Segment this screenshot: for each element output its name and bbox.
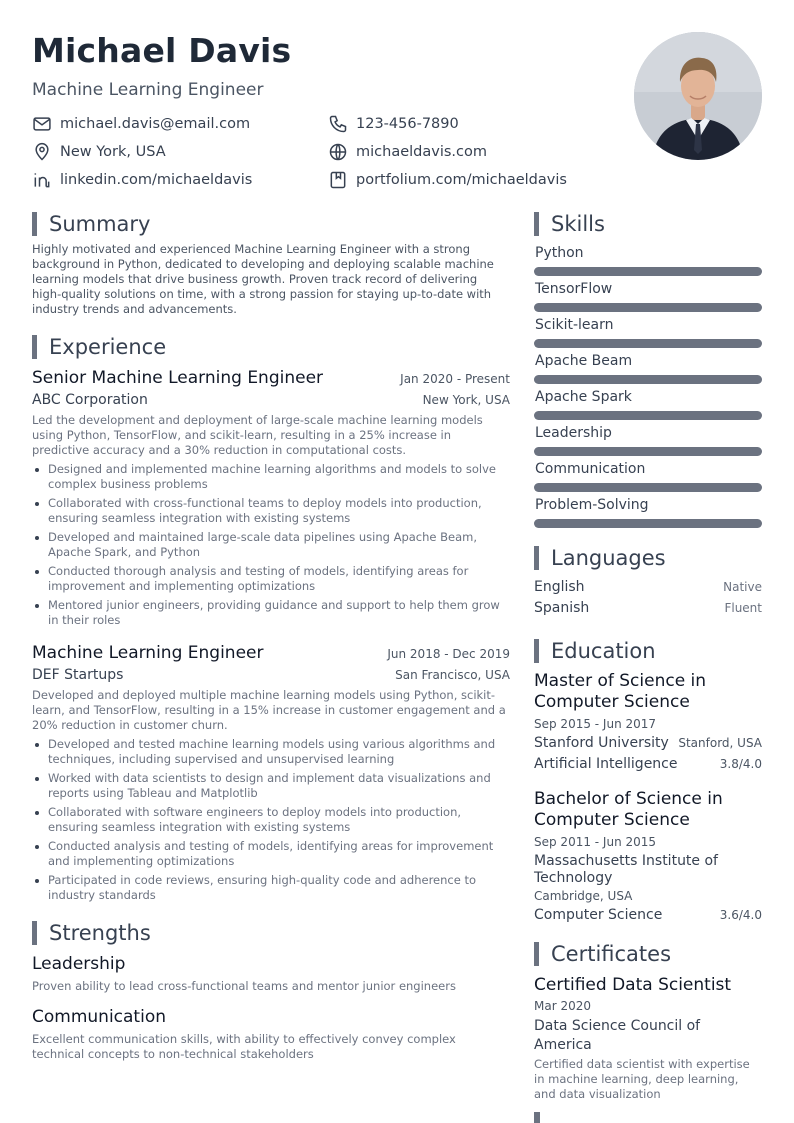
job-title: Machine Learning Engineer xyxy=(32,643,264,663)
experience-heading xyxy=(32,335,510,359)
skill-item xyxy=(534,424,762,456)
strength-item xyxy=(32,953,510,994)
section-marker xyxy=(534,942,539,966)
bookmark-icon xyxy=(328,170,348,190)
certificate-description: Certified data scientist with expertise in machine learning, deep learning, and data visualization xyxy=(534,1057,750,1101)
skill-name: Communication xyxy=(535,461,646,477)
job-location: New York, USA xyxy=(422,393,510,407)
job-date: Jan 2020 - Present xyxy=(400,372,510,386)
skill-name: Python xyxy=(535,245,584,261)
location-pin-icon xyxy=(32,142,52,162)
certificates-title: Certificates xyxy=(551,942,672,966)
summary-title: Summary xyxy=(49,212,151,236)
skill-level-bar xyxy=(534,303,762,312)
skill-item xyxy=(534,244,762,276)
skill-item xyxy=(534,352,762,384)
certificate-item xyxy=(534,974,762,1102)
skill-name: Apache Beam xyxy=(535,353,633,369)
language-level: Fluent xyxy=(724,601,762,615)
education-school: Massachusetts Institute of Technology xyxy=(534,853,718,886)
section-marker xyxy=(32,212,37,236)
globe-icon xyxy=(328,142,348,162)
skills-list xyxy=(534,244,762,528)
job-bullet: Worked with data scientists to design and implement data visualizations and reports using Tableau and Matplotlib xyxy=(32,771,510,801)
job-bullet: Collaborated with software engineers to deploy models into production, ensuring seamless integration with existing systems xyxy=(32,805,510,835)
skill-name: Problem-Solving xyxy=(535,497,649,513)
contact-phone-text: 123-456-7890 xyxy=(356,116,459,132)
job-location: San Francisco, USA xyxy=(395,668,510,682)
section-marker xyxy=(534,1112,540,1123)
languages-title: Languages xyxy=(551,546,666,570)
job-bullet: Developed and maintained large-scale data pipelines using Apache Beam, Apache Spark, and Python xyxy=(32,530,510,560)
job-bullets xyxy=(32,737,510,903)
job-bullet: Developed and tested machine learning models using various algorithms and techniques, including supervised and unsupervised learning xyxy=(32,737,510,767)
skill-name: Apache Spark xyxy=(535,389,632,405)
contact-website[interactable] xyxy=(328,142,487,162)
job-bullet: Mentored junior engineers, providing guidance and support to help them grow in their roles xyxy=(32,598,510,628)
education-heading xyxy=(534,639,762,663)
education-date: Sep 2015 - Jun 2017 xyxy=(534,717,657,731)
job-bullet: Conducted thorough analysis and testing of models, identifying areas for improvement and implementing optimizations xyxy=(32,564,510,594)
education-degree: Bachelor of Science in Computer Science xyxy=(534,789,723,830)
strength-description: Excellent communication skills, with ability to effectively convey complex technical concepts to non-technical stakeholders xyxy=(32,1032,456,1061)
strengths-title: Strengths xyxy=(49,921,151,945)
contact-location xyxy=(32,142,166,162)
education-degree: Master of Science in Computer Science xyxy=(534,671,707,712)
job-description: Led the development and deployment of large-scale machine learning models using Python, TensorFlow, and scikit-learn, resulting in a 25% increase in predictive accuracy and a 30% reduction in computational costs. xyxy=(32,413,483,457)
strength-description: Proven ability to lead cross-functional teams and mentor junior engineers xyxy=(32,979,456,993)
mail-icon xyxy=(32,114,52,134)
summary-heading xyxy=(32,212,510,236)
right-column xyxy=(534,212,762,1102)
experience-title: Experience xyxy=(49,335,167,359)
certificate-date: Mar 2020 xyxy=(534,999,591,1013)
education-location: Stanford, USA xyxy=(678,736,762,750)
strength-title: Communication xyxy=(32,1007,166,1027)
contact-phone[interactable] xyxy=(328,114,459,134)
section-marker xyxy=(32,921,37,945)
contact-linkedin-text: linkedin.com/michaeldavis xyxy=(60,172,253,188)
contact-email[interactable] xyxy=(32,114,250,134)
section-marker xyxy=(534,546,539,570)
job-bullet: Collaborated with cross-functional teams to deploy models into production, ensuring seamless integration with existing systems xyxy=(32,496,510,526)
strengths-heading xyxy=(32,921,510,945)
skill-item xyxy=(534,280,762,312)
job-bullet: Designed and implemented machine learning algorithms and models to solve complex business problems xyxy=(32,462,510,492)
left-column xyxy=(32,212,510,1062)
language-item xyxy=(534,579,762,600)
job-bullets xyxy=(32,462,510,628)
skill-item xyxy=(534,316,762,348)
job-entry xyxy=(32,367,510,628)
phone-icon xyxy=(328,114,348,134)
education-field: Computer Science xyxy=(534,907,663,923)
education-date: Sep 2011 - Jun 2015 xyxy=(534,835,657,849)
education-item xyxy=(534,789,762,924)
resume-header xyxy=(32,30,622,204)
contact-location-text: New York, USA xyxy=(60,144,166,160)
job-company: DEF Startups xyxy=(32,667,124,683)
certificate-issuer: Data Science Council of America xyxy=(534,1018,701,1053)
summary-text: Highly motivated and experienced Machine Learning Engineer with a strong background in Python, dedicated to developing and deploying scalable machine learning models that drive business growth. Proven track record of delivering high-quality solutions on time, with a strong passion for staying up-to-date with industry trends and advancements. xyxy=(32,242,494,316)
skill-level-bar xyxy=(534,375,762,384)
education-title: Education xyxy=(551,639,656,663)
section-marker xyxy=(32,335,37,359)
skills-heading xyxy=(534,212,762,236)
contact-list xyxy=(32,114,622,204)
skill-name: Scikit-learn xyxy=(535,317,614,333)
education-school: Stanford University xyxy=(534,735,669,751)
certificates-heading xyxy=(534,942,762,966)
contact-website-text: michaeldavis.com xyxy=(356,144,487,160)
section-marker xyxy=(534,639,539,663)
strength-title: Leadership xyxy=(32,954,126,974)
skill-item xyxy=(534,496,762,528)
skills-title: Skills xyxy=(551,212,605,236)
skill-item xyxy=(534,460,762,492)
language-level: Native xyxy=(723,580,762,594)
job-bullet: Conducted analysis and testing of models, identifying areas for improvement and implementing optimizations xyxy=(32,839,510,869)
education-gpa: 3.6/4.0 xyxy=(719,908,762,922)
strength-item xyxy=(32,1006,510,1062)
contact-portfolio[interactable] xyxy=(328,170,567,190)
education-field: Artificial Intelligence xyxy=(534,756,678,772)
contact-email-text: michael.davis@email.com xyxy=(60,116,251,132)
education-location: Cambridge, USA xyxy=(534,889,633,903)
skill-level-bar xyxy=(534,483,762,492)
skill-name: Leadership xyxy=(535,425,612,441)
job-entry xyxy=(32,642,510,903)
linkedin-icon xyxy=(32,170,52,190)
skill-name: TensorFlow xyxy=(535,281,613,297)
skill-item xyxy=(534,388,762,420)
languages-heading xyxy=(534,546,762,570)
candidate-name: Michael Davis xyxy=(32,31,292,70)
language-name: Spanish xyxy=(534,600,590,616)
certificate-title: Certified Data Scientist xyxy=(534,975,732,995)
job-title: Senior Machine Learning Engineer xyxy=(32,368,324,388)
language-name: English xyxy=(534,579,585,595)
skill-level-bar xyxy=(534,339,762,348)
contact-portfolio-text: portfolium.com/michaeldavis xyxy=(356,172,567,188)
section-marker xyxy=(534,212,539,236)
job-description: Developed and deployed multiple machine learning models using Python, scikit-learn, and TensorFlow, resulting in a 15% increase in customer engagement and a 20% reduction in customer churn. xyxy=(32,688,506,732)
job-bullet: Participated in code reviews, ensuring high-quality code and adherence to industry standards xyxy=(32,873,510,903)
skill-level-bar xyxy=(534,411,762,420)
job-date: Jun 2018 - Dec 2019 xyxy=(387,647,510,661)
skill-level-bar xyxy=(534,447,762,456)
skill-level-bar xyxy=(534,267,762,276)
skill-level-bar xyxy=(534,519,762,528)
contact-linkedin[interactable] xyxy=(32,170,252,190)
language-item xyxy=(534,600,762,621)
education-gpa: 3.8/4.0 xyxy=(719,757,762,771)
candidate-role: Machine Learning Engineer xyxy=(32,80,264,100)
education-item xyxy=(534,671,762,773)
job-company: ABC Corporation xyxy=(32,392,148,408)
profile-photo xyxy=(634,32,762,160)
